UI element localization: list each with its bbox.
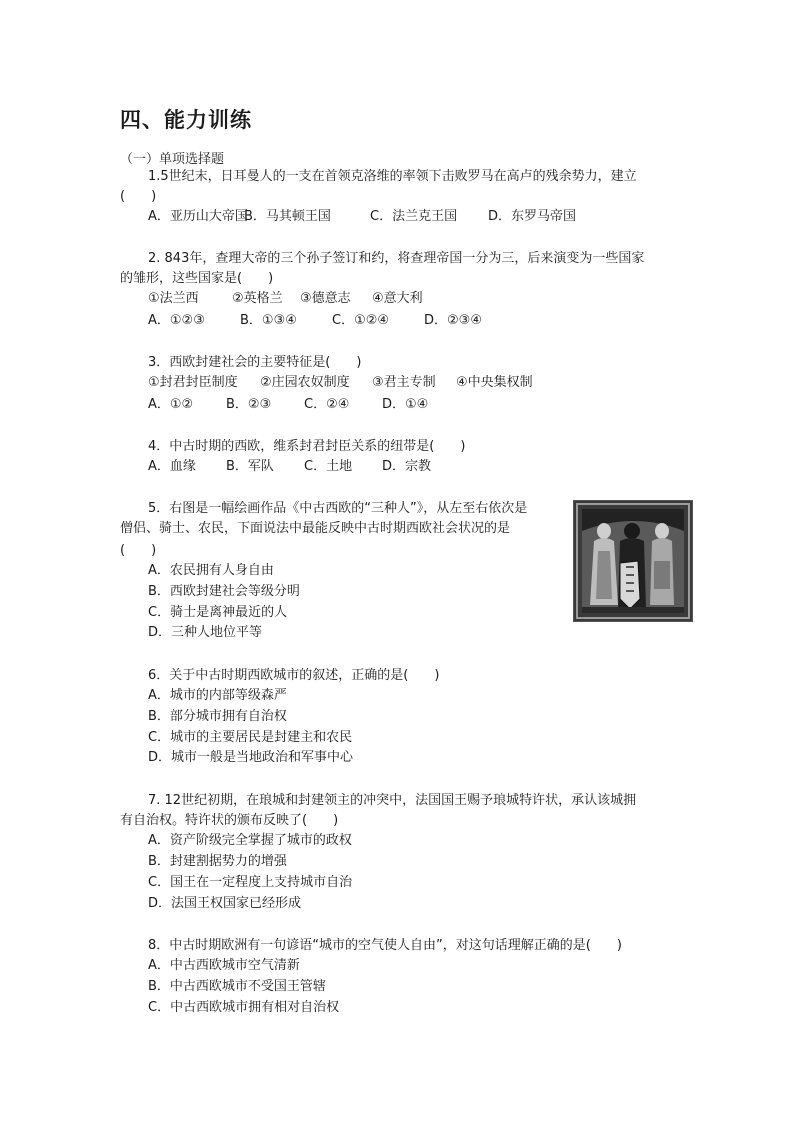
q3-option-c: C．②④	[304, 397, 350, 412]
q2-option-a: A．①②③	[148, 313, 205, 328]
q2-stem-cont: 的雏形，这些国家是( )	[120, 271, 274, 286]
q8-option-a: A．中古西欧城市空气清新	[148, 958, 300, 973]
q4-option-c: C．土地	[304, 459, 353, 474]
q6-option-a: A．城市的内部等级森严	[148, 688, 287, 703]
q5-option-c: C．骑士是离神最近的人	[148, 605, 288, 620]
section-heading: （一）单项选择题	[120, 152, 225, 167]
q1-stem-cont: ( )	[120, 189, 157, 204]
q6-option-b: B．部分城市拥有自治权	[148, 709, 287, 724]
q7-option-d: D．法国王权国家已经形成	[148, 896, 302, 911]
q2-items	[148, 290, 423, 308]
q2-option-d: D．②③④	[424, 313, 482, 328]
q3-option-d: D．①④	[382, 397, 429, 412]
q1-option-d: D．东罗马帝国	[488, 209, 577, 224]
q2-stem: 2. 843年，查理大帝的三个孙子签订和约，将查理帝国一分为三，后来演变为一些国家	[148, 251, 645, 266]
q3-item-1: ①封君封臣制度	[148, 375, 238, 390]
q3-stem: 3．西欧封建社会的主要特征是( )	[148, 355, 362, 370]
q3-items	[148, 374, 533, 392]
q6-option-d: D．城市一般是当地政治和军事中心	[148, 750, 354, 765]
q3-options	[148, 396, 428, 414]
three-estates-painting-image	[573, 500, 693, 622]
q1-option-a: A．亚历山大帝国	[148, 209, 248, 224]
q3-option-a: A．①②	[148, 397, 194, 412]
q8-stem: 8．中古时期欧洲有一句谚语“城市的空气使人自由”，对这句话理解正确的是( )	[148, 938, 622, 953]
q2-options	[148, 312, 482, 330]
q3-item-2: ②庄园农奴制度	[260, 375, 350, 390]
q1-option-b: B．马其顿王国	[244, 209, 331, 224]
q5-stem-paren: ( )	[120, 543, 157, 558]
q1-stem: 1.5世纪末，日耳曼人的一支在首领克洛维的率领下击败罗马在高卢的残余势力，建立	[148, 169, 637, 184]
page-title: 四、能力训练	[120, 108, 252, 132]
q2-item-3: ③德意志	[300, 291, 351, 306]
q4-option-b: B．军队	[226, 459, 274, 474]
q7-stem-cont: 有自治权。特许状的颁布反映了( )	[120, 813, 339, 828]
q2-item-4: ④意大利	[372, 291, 423, 306]
q5-option-b: B．西欧封建社会等级分明	[148, 584, 300, 599]
q7-option-b: B．封建割据势力的增强	[148, 854, 287, 869]
q7-option-c: C．国王在一定程度上支持城市自治	[148, 875, 353, 890]
q2-item-1: ①法兰西	[148, 291, 199, 306]
q2-item-2: ②英格兰	[232, 291, 283, 306]
q3-item-4: ④中央集权制	[456, 375, 533, 390]
q1-option-c: C．法兰克王国	[370, 209, 458, 224]
q2-option-b: B．①③④	[240, 313, 297, 328]
q2-option-c: C．①②④	[332, 313, 390, 328]
q7-option-a: A．资产阶级完全掌握了城市的政权	[148, 833, 352, 848]
q5-stem: 5．右图是一幅绘画作品《中古西欧的“三种人”》，从左至右依次是	[148, 501, 528, 516]
q1-options	[148, 208, 576, 226]
q4-option-a: A．血缘	[148, 459, 196, 474]
q8-option-c: C．中古西欧城市拥有相对自治权	[148, 1000, 340, 1015]
q6-stem: 6．关于中古时期西欧城市的叙述，正确的是( )	[148, 668, 440, 683]
q7-stem: 7. 12世纪初期，在琅城和封建领主的冲突中，法国国王赐予琅城特许状，承认该城拥	[148, 793, 637, 808]
q6-option-c: C．城市的主要居民是封建主和农民	[148, 730, 353, 745]
q8-option-b: B．中古西欧城市不受国王管辖	[148, 979, 326, 994]
q5-stem-cont: 僧侣、骑士、农民，下面说法中最能反映中古时期西欧社会状况的是	[120, 521, 511, 536]
q4-option-d: D．宗教	[382, 459, 432, 474]
q3-option-b: B．②③	[226, 397, 272, 412]
q5-option-a: A．农民拥有人身自由	[148, 563, 274, 578]
q4-stem: 4．中古时期的西欧，维系封君封臣关系的纽带是( )	[148, 439, 466, 454]
q5-option-d: D．三种人地位平等	[148, 625, 263, 640]
q4-options	[148, 458, 431, 476]
q3-item-3: ③君主专制	[372, 375, 436, 390]
